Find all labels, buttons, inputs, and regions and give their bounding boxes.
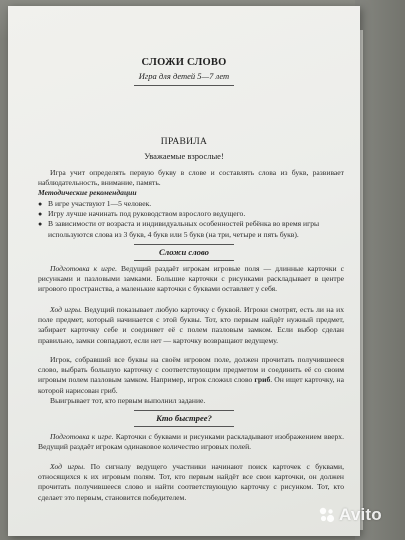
bullet-icon: ● (38, 200, 43, 208)
section2-divider-top (134, 410, 234, 411)
section-divider-top (134, 244, 234, 245)
list-item: ● Игру лучше начинать под руководством взрослого ведущего. (38, 209, 246, 219)
page-title: СЛОЖИ СЛОВО (141, 57, 227, 68)
methodical-heading: Методические рекомендации (38, 188, 137, 197)
page-edge (360, 30, 363, 530)
section2-title: Кто быстрее? (156, 413, 212, 423)
avito-watermark (318, 504, 402, 528)
intro-paragraph: Игра учит определять первую букву в слове и составлять слова из букв, развивает наблюдательность, внимание, память. (38, 168, 344, 188)
rules-greeting: Уважаемые взрослые! (144, 151, 224, 161)
title-divider (134, 85, 234, 86)
bullet-icon: ● (38, 210, 43, 219)
list-item: ● В игре участвуют 1—5 человек. (38, 199, 152, 208)
methodical-list (38, 199, 344, 240)
section1-preparation: Подготовка к игре. Ведущий раздаёт игрокам игровые поля — длинные карточки с рисунками и пазловыми замками. Большие карточки с рисунками раскладывает в центре игрового пространства, а маленькие карточки с буквами оставляет у себя. (38, 264, 344, 294)
list-item: ● В зависимости от возраста и индивидуальных особенностей ребёнка во время игры используются слова из 3 букв, 4 букв или 5 букв (на три, четыре и пять букв). (38, 219, 320, 239)
document-page (8, 6, 360, 536)
page-subtitle: Игра для детей 5—7 лет (138, 71, 230, 81)
section2-gameplay: Ход игры. По сигналу ведущего участники начинают поиск карточек с буквами, относящихся к их игровым полям. Тот, кто первым найдёт все свои карточки, он должен прочитать получившееся слово и найти соответствующую карточку с рисунком. Тот, кто сделает это первым, становится победителем. (38, 462, 344, 502)
bullet-icon: ● (38, 220, 43, 229)
section1-example: Игрок, собравший все буквы на своём игровом поле, должен прочитать получившееся слово, выбрать большую карточку с соответствующим предметом и соединить её со своим игровым полем пазловым замком. Например, игрок сложил слово гриб. Он ищет карточку, на которой нарисован гриб. (38, 355, 344, 395)
section1-winner: Выигрывает тот, кто первым выполнил задание. (50, 396, 206, 405)
avito-logo-icon (318, 506, 336, 524)
watermark-text: Avito (339, 505, 382, 524)
section1-title: Сложи слово (159, 247, 209, 257)
section2-preparation: Подготовка к игре. Карточки с буквами и рисунками раскладывают изображением вверх. Ведущий раздаёт игрокам одинаковое количество игровых полей. (38, 432, 344, 452)
section2-divider-bottom (134, 426, 234, 427)
section1-gameplay: Ход игры. Ведущий показывает любую карточку с буквой. Игроки смотрят, есть ли на их поле предмет, который начинается с этой буквы. Тот, кто первым найдёт нужный предмет, забирает карточку себе и соединяет её с полем пазловым замком. Если выбор сделан правильно, замки совпадают, если нет — карточку возвращают ведущему. (38, 305, 344, 345)
section-divider-bottom (134, 260, 234, 261)
rules-heading: ПРАВИЛА (160, 137, 208, 147)
